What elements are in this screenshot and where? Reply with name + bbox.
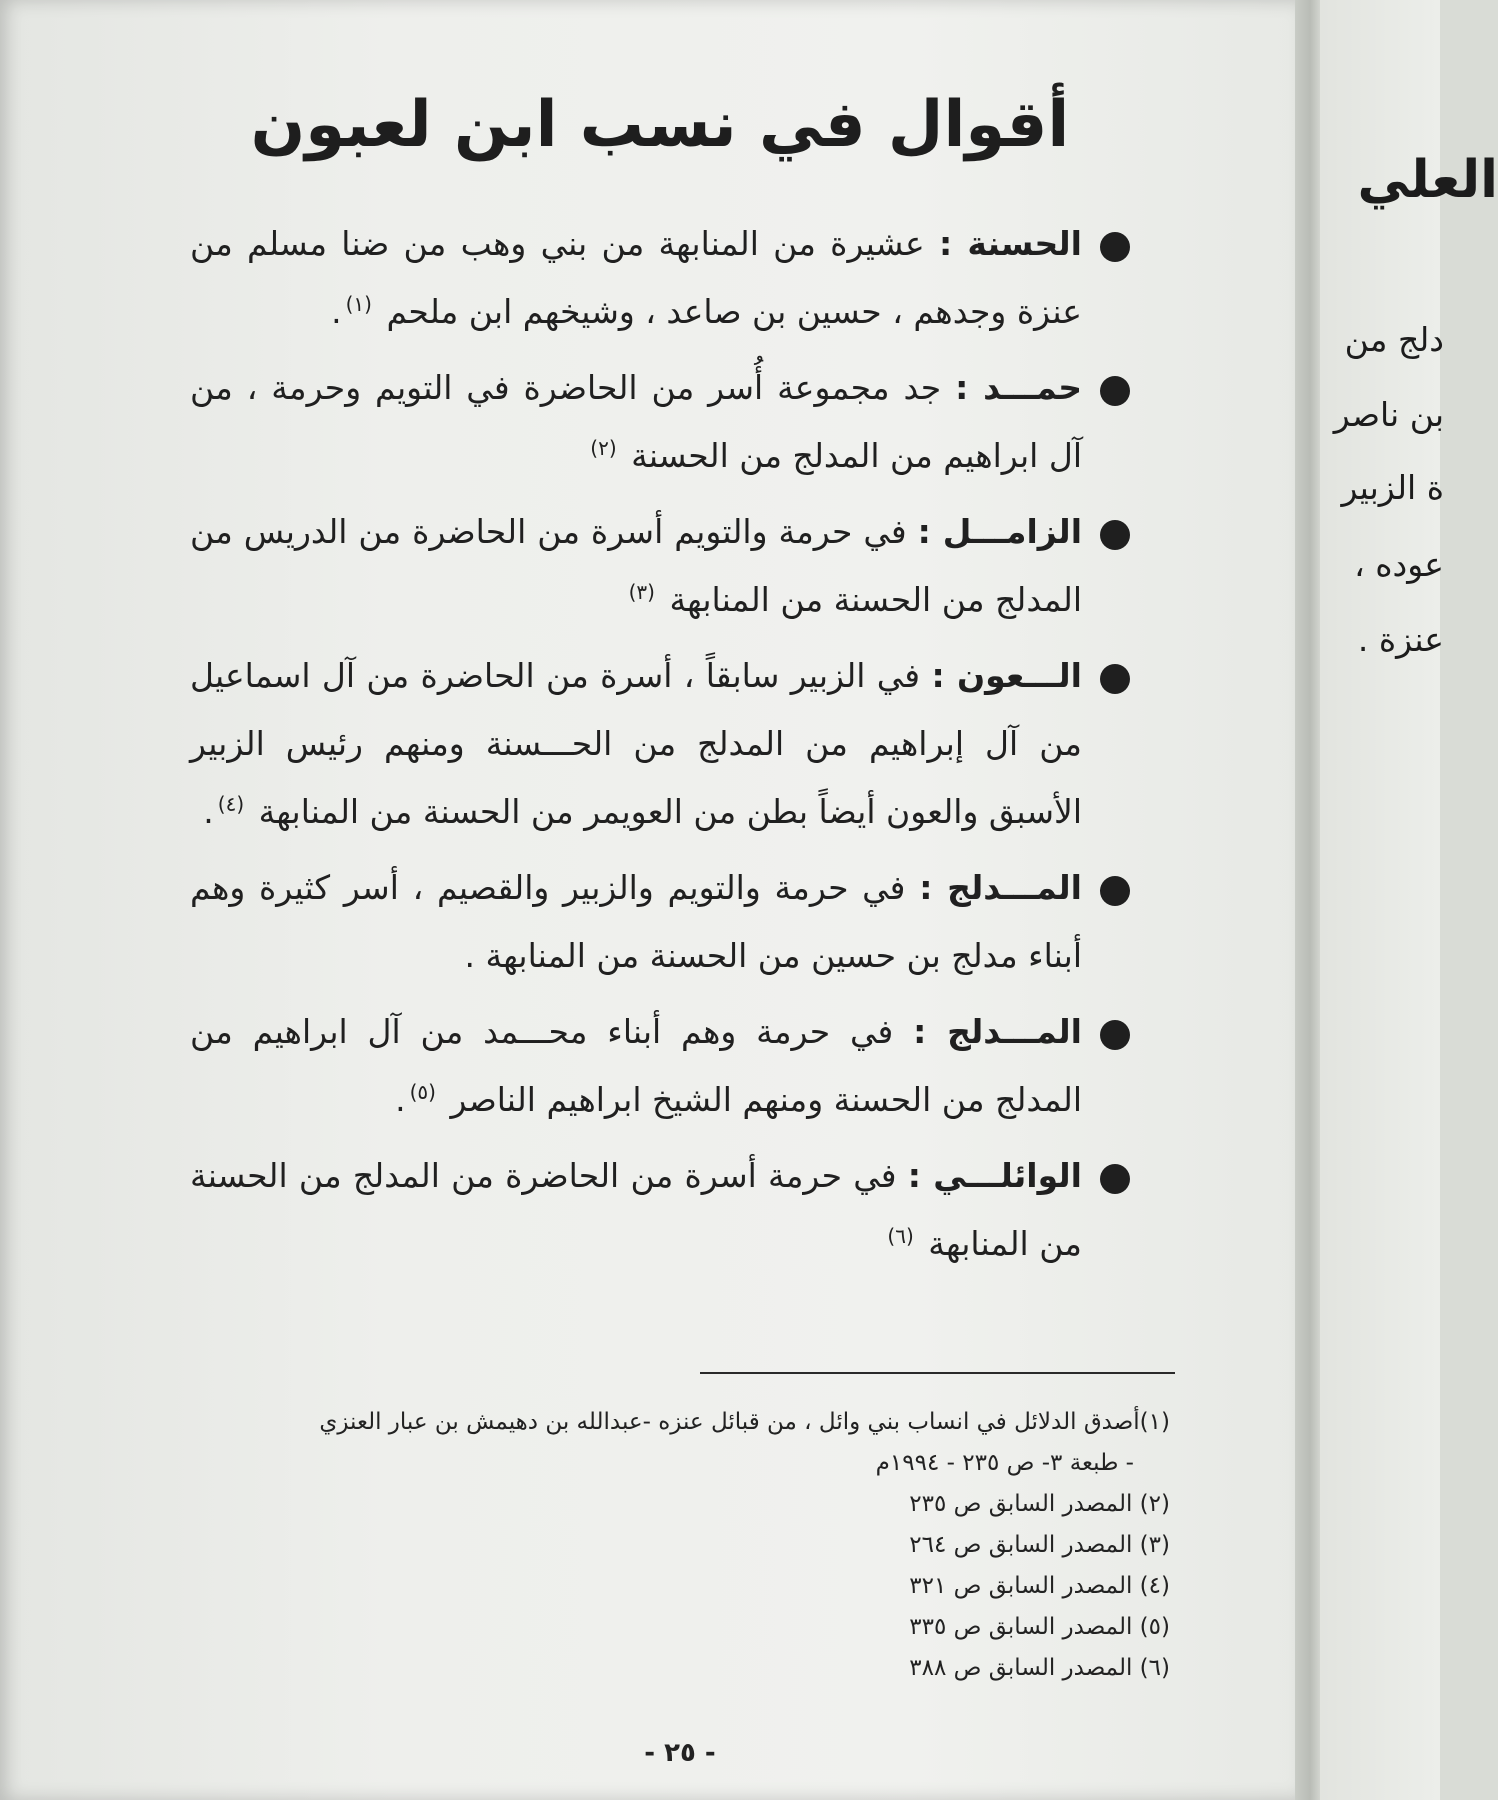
footnote-1-continuation: - طبعة ٣- ص ٢٣٥ - ١٩٩٤م (875, 1450, 1134, 1476)
adjacent-page-line: عنزة . (1357, 620, 1444, 659)
footnote-ref: (٣) (628, 580, 655, 604)
entry-term: المـــدلج : (919, 868, 1082, 907)
bullet-icon (1100, 1020, 1130, 1050)
list-item (190, 642, 1130, 846)
list-item (190, 854, 1130, 990)
bullet-icon (1100, 520, 1130, 550)
footnote-divider (700, 1372, 1175, 1374)
adjacent-page-line: دلج من (1344, 320, 1444, 359)
entry-text: في حرمة والتويم أسرة من الحاضرة من الدريس من المدلج من الحسنة من المنابهة (190, 512, 1082, 619)
footnotes (180, 1402, 1170, 1689)
footnote-2: (٢) المصدر السابق ص ٢٣٥ (909, 1491, 1170, 1517)
entry-text: جد مجموعة أُسر من الحاضرة في التويم وحرمة ، من آل ابراهيم من المدلج من الحسنة (190, 368, 1082, 475)
entry-text: في الزبير سابقاً ، أسرة من الحاضرة من آل اسماعيل من آل إبراهيم من المدلج من الحـــسنة ومنهم رئيس الزبير الأسبق والعون أيضاً بطن من العويمر من الحسنة من المنابهة (190, 656, 1082, 831)
page-title: أقوال في نسب ابن لعبون (250, 88, 1070, 162)
footnote-6: (٦) المصدر السابق ص ٣٨٨ (909, 1655, 1170, 1681)
entry-text: في حرمة أسرة من الحاضرة من المدلج من الحسنة من المنابهة (190, 1156, 1082, 1263)
bullet-icon (1100, 876, 1130, 906)
footnote-ref: (١) (345, 292, 372, 316)
entry-tail: . (331, 292, 342, 331)
entry-term: حمـــد : (955, 368, 1082, 407)
entry-text: عشيرة من المنابهة من بني وهب من ضنا مسلم من عنزة وجدهم ، حسين بن صاعد ، وشيخهم ابن ملحم (190, 224, 1082, 331)
entry-text: في حرمة والتويم والزبير والقصيم ، أسر كثيرة وهم أبناء مدلج بن حسين من الحسنة من المنابهة . (190, 868, 1082, 975)
entry-tail: . (203, 792, 214, 831)
footnote-ref: (٤) (217, 792, 245, 816)
list-item (190, 354, 1130, 490)
bullet-icon (1100, 376, 1130, 406)
footnote-ref: (٥) (409, 1080, 436, 1104)
entry-tail: . (395, 1080, 406, 1119)
entry-term: الـــعون : (931, 656, 1082, 695)
adjacent-page (1320, 0, 1498, 1800)
adjacent-page-title: العلي (1357, 150, 1498, 210)
entry-term: الحسنة : (939, 224, 1082, 263)
footnote-5: (٥) المصدر السابق ص ٣٣٥ (909, 1614, 1170, 1640)
footnote-1: (١)أصدق الدلائل في انساب بني وائل ، من قبائل عنزه -عبدالله بن دهيمش بن عبار العنزي (319, 1409, 1170, 1435)
list-item (190, 1142, 1130, 1278)
footnote-3: (٣) المصدر السابق ص ٢٦٤ (909, 1532, 1170, 1558)
list-item (190, 498, 1130, 634)
adjacent-page-line: بن ناصر (1333, 395, 1444, 434)
entry-term: المـــدلج : (913, 1012, 1082, 1051)
entry-text: في حرمة وهم أبناء محـــمد من آل ابراهيم من المدلج من الحسنة ومنهم الشيخ ابراهيم الناصر (190, 1012, 1082, 1119)
list-item (190, 998, 1130, 1134)
adjacent-page-line: ة الزبير (1341, 468, 1444, 507)
bullet-icon (1100, 664, 1130, 694)
footnote-4: (٤) المصدر السابق ص ٣٢١ (909, 1573, 1170, 1599)
entry-term: الزامـــل : (917, 512, 1083, 551)
footnote-ref: (٢) (590, 436, 617, 460)
entry-term: الوائلـــي : (907, 1156, 1082, 1195)
entries-list (190, 210, 1130, 1286)
list-item (190, 210, 1130, 346)
bullet-icon (1100, 232, 1130, 262)
bullet-icon (1100, 1164, 1130, 1194)
adjacent-page-line: عوده ، (1354, 545, 1444, 584)
footnote-ref: (٦) (887, 1224, 914, 1248)
page-number: - ٢٥ - (644, 1738, 716, 1768)
